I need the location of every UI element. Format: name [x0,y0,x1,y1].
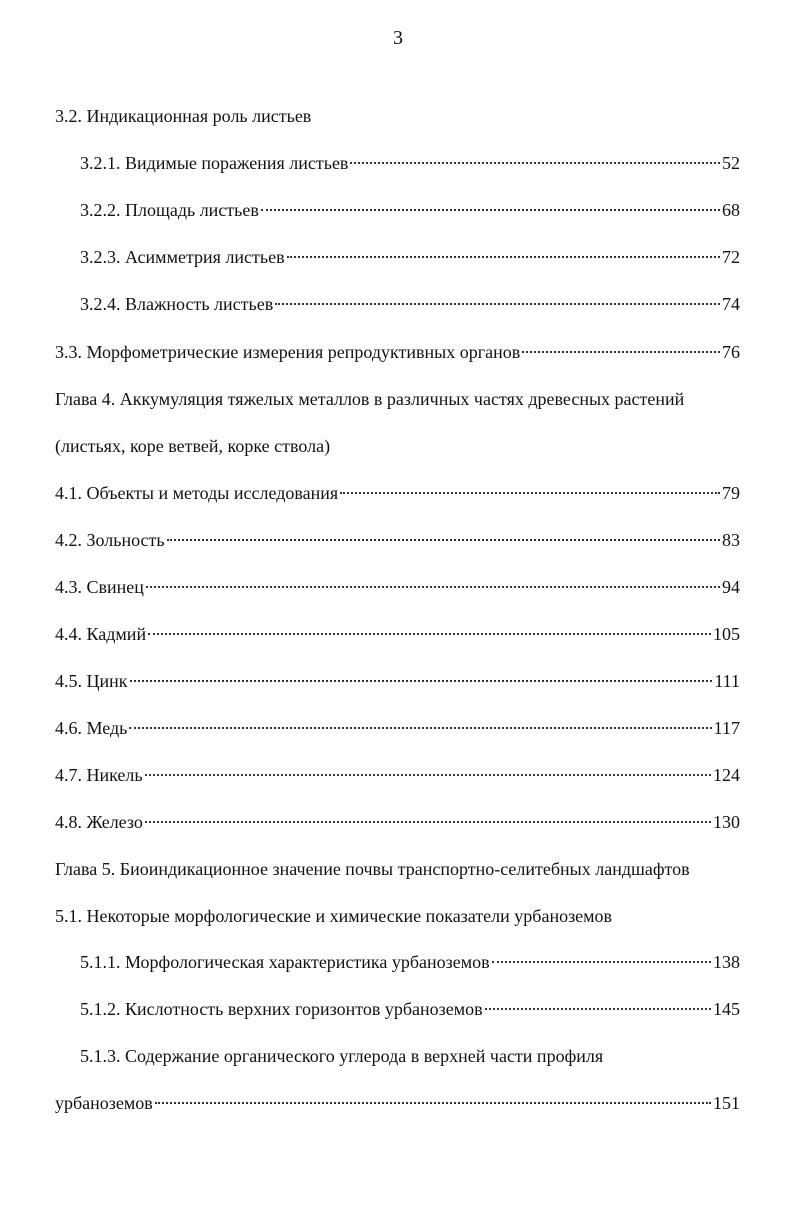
dot-leader [148,633,711,635]
toc-entry-title: 5.1.2. Кислотность верхних горизонтов урбаноземов [80,999,483,1019]
dot-leader [129,727,711,729]
toc-entry-4-4[interactable] [55,622,740,646]
toc-entry-title: 4.6. Медь [55,718,128,738]
toc-entry-page: 111 [714,671,740,691]
toc-entry-page: 145 [713,999,740,1019]
toc-entry-title: 4.5. Цинк [55,671,128,691]
dot-leader [261,209,720,211]
toc-entry-5-1-1[interactable] [80,950,740,974]
toc-entry-title: 3.2.2. Площадь листьев [80,200,259,220]
toc-entry-title: 4.2. Зольность [55,530,165,550]
toc-entry-page: 76 [722,342,740,362]
toc-entry-4-1[interactable] [55,481,740,505]
toc-entry-page: 52 [722,153,740,173]
toc-entry-page: 83 [722,530,740,550]
dot-leader [155,1102,711,1104]
toc-entry-page: 138 [713,952,740,972]
toc-entry-4-8[interactable] [55,810,740,834]
toc-entry-title: 5.1.1. Морфологическая характеристика урбаноземов [80,952,490,972]
toc-entry-title: 4.4. Кадмий [55,624,147,644]
toc-entry-page: 74 [722,294,740,314]
toc-entry-page: 72 [722,247,740,267]
toc-entry-page: 151 [713,1093,740,1113]
toc-entry-page: 124 [713,765,740,785]
toc-entry-3-2-1[interactable] [80,151,740,175]
toc-chapter-5-heading: Глава 5. Биоиндикационное значение почвы транспортно-селитебных ландшафтов [55,859,690,879]
toc-entry-4-2[interactable] [55,528,740,552]
dot-leader [130,680,713,682]
toc-entry-page: 94 [722,577,740,597]
toc-entry-title: 3.2.1. Видимые поражения листьев [80,153,349,173]
dot-leader [485,1008,711,1010]
toc-entry-page: 79 [722,483,740,503]
toc-entry-title: 3.3. Морфометрические измерения репродуктивных органов [55,342,521,362]
page-number: 3 [393,27,403,49]
toc-entry-title: 4.7. Никель [55,765,143,785]
dot-leader [340,492,720,494]
dot-leader [287,256,720,258]
toc-entry-title: 3.2.3. Асимметрия листьев [80,247,285,267]
toc-heading-5-1: 5.1. Некоторые морфологические и химические показатели урбаноземов [55,906,613,926]
toc-entry-3-3[interactable] [55,340,740,364]
toc-heading-3-2: 3.2. Индикационная роль листьев [55,106,312,126]
toc-entry-4-7[interactable] [55,763,740,787]
toc-entry-4-6[interactable] [55,716,740,740]
toc-entry-5-1-3[interactable] [55,1091,740,1115]
toc-entry-title: 4.1. Объекты и методы исследования [55,483,339,503]
dot-leader [145,774,711,776]
dot-leader [146,586,720,588]
dot-leader [275,303,720,305]
toc-chapter-4-heading: Глава 4. Аккумуляция тяжелых металлов в различных частях древесных растений [55,389,685,409]
toc-entry-page: 130 [713,812,740,832]
toc-entry-title: урбаноземов [55,1093,153,1113]
toc-entry-4-3[interactable] [55,575,740,599]
toc-entry-page: 68 [722,200,740,220]
dot-leader [492,961,711,963]
dot-leader [145,821,711,823]
toc-entry-5-1-2[interactable] [80,997,740,1021]
toc-entry-3-2-2[interactable] [80,198,740,222]
toc-entry-title: 4.8. Железо [55,812,143,832]
toc-entry-5-1-3-line1: 5.1.3. Содержание органического углерода в верхней части профиля [80,1046,604,1066]
toc-entry-page: 105 [713,624,740,644]
toc-entry-3-2-4[interactable] [80,292,740,316]
dot-leader [167,539,720,541]
toc-entry-3-2-3[interactable] [80,245,740,269]
toc-chapter-4-subheading: (листьях, коре ветвей, корке ствола) [55,436,331,456]
dot-leader [350,162,720,164]
dot-leader [522,351,720,353]
toc-entry-title: 4.3. Свинец [55,577,144,597]
toc-entry-page: 117 [713,718,740,738]
toc-entry-title: 3.2.4. Влажность листьев [80,294,274,314]
toc-entry-4-5[interactable] [55,669,740,693]
